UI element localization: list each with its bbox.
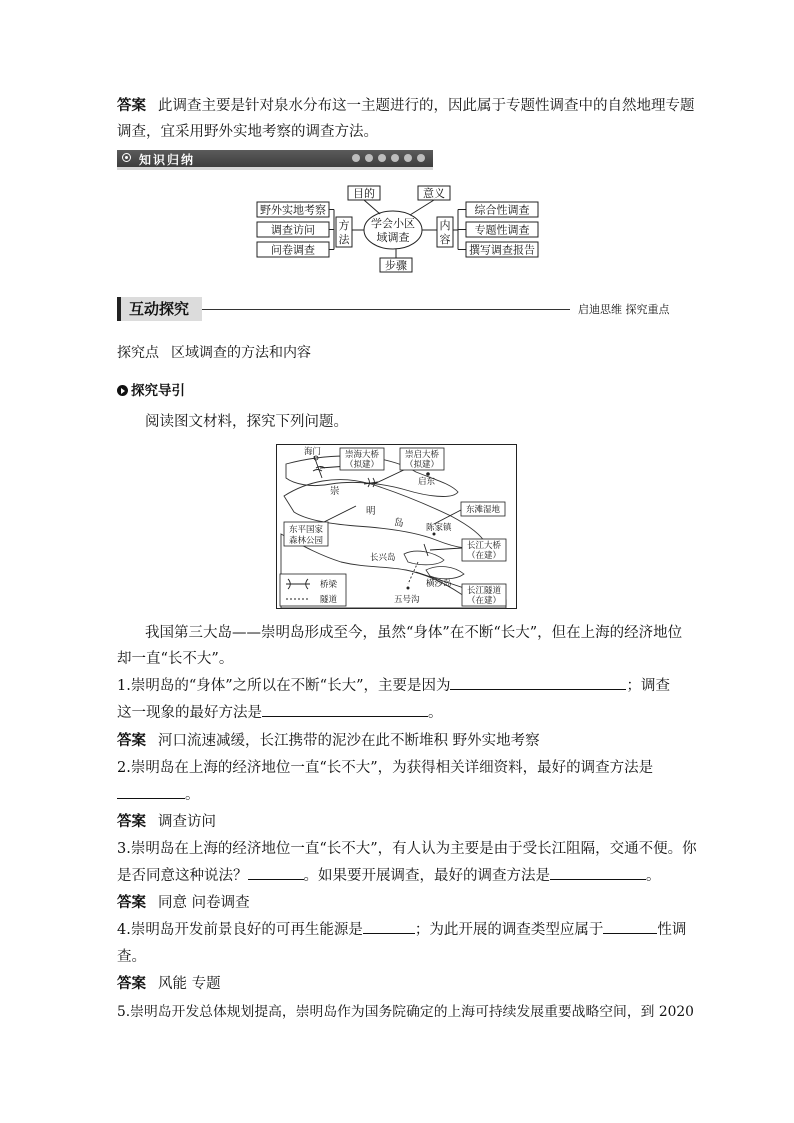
question-3-text-2: 是否同意这种说法？	[117, 868, 248, 884]
chongming-map	[276, 444, 517, 609]
answer-2-text: 调查访问	[158, 814, 216, 830]
question-2-line-2	[117, 784, 200, 806]
question-1-text: 1.崇明岛的“身体”之所以在不断“长大”，主要是因为	[117, 678, 451, 694]
map-label-hengsha: 横沙岛	[426, 579, 452, 589]
question-4-line-1	[117, 919, 686, 941]
question-2-line-1: 2.崇明岛在上海的经济地位一直“长不大”，为获得相关详细资料，最好的调查方法是	[117, 760, 654, 776]
guide-heading	[117, 380, 185, 402]
map-label-changxing: 长兴岛	[370, 553, 396, 563]
center-text-1: 学会小区	[371, 217, 415, 230]
map-label-island-1: 崇	[330, 486, 340, 497]
answer-label: 答案	[117, 733, 146, 749]
map-label-chonghai-status: （拟建）	[344, 460, 380, 470]
map-label-chenjiazhen: 陈家镇	[426, 523, 452, 533]
explore-point-title: 区域调查的方法和内容	[171, 345, 311, 361]
method-label-1: 方	[338, 219, 350, 232]
method-item: 问卷调查	[271, 243, 315, 257]
top-answer-line-1	[117, 95, 695, 117]
map-label-chongqi-bridge: 崇启大桥	[404, 450, 440, 460]
method-item: 调查访问	[271, 223, 315, 237]
steps-box: 步骤	[385, 259, 407, 272]
answer-blank[interactable]	[262, 702, 428, 717]
content-label-2: 容	[439, 233, 451, 246]
answer-4	[117, 973, 221, 995]
question-3-text-3: 。如果要开展调查，最好的调查方法是	[303, 868, 550, 884]
knowledge-summary-bar	[117, 150, 433, 167]
answer-blank[interactable]	[603, 919, 657, 934]
answer-blank[interactable]	[117, 784, 185, 799]
question-3-line-1: 3.崇明岛在上海的经济地位一直“长不大”，有人认为主要是由于受长江阻隔，交通不便。你	[117, 841, 697, 857]
question-1-text-3: 这一现象的最好方法是	[117, 705, 262, 721]
explore-point-label: 探究点	[117, 345, 159, 361]
question-4-text-2: ；为此开展的调查类型应属于	[414, 922, 604, 938]
para-line-1: 我国第三大岛——崇明岛形成至今，虽然“身体”在不断“长大”，但在上海的经济地位	[145, 625, 683, 641]
answer-1	[117, 730, 540, 752]
content-item: 专题性调查	[474, 223, 530, 237]
section-subtitle: 启迪思维 探究重点	[578, 303, 670, 316]
question-1-line-1	[117, 675, 670, 697]
answer-blank[interactable]	[550, 865, 646, 880]
answer-3-text: 同意 问卷调查	[158, 895, 250, 911]
method-label-2: 法	[338, 233, 350, 246]
answer-label: 答案	[117, 976, 146, 992]
para-line-2: 却一直“长不大”。	[117, 651, 234, 667]
question-5-line-1: 5.崇明岛开发总体规划提高，崇明岛作为国务院确定的上海可持续发展重要战略空间，到 2020	[117, 1004, 694, 1020]
explore-point	[117, 342, 311, 364]
map-label-forest-park: 东平国家	[288, 525, 324, 535]
content-label-1: 内	[439, 219, 451, 232]
answer-4-text: 风能 专题	[158, 976, 221, 992]
map-label-dongtan: 东滩湿地	[465, 505, 501, 515]
content-item: 综合性调查	[474, 203, 530, 217]
map-label-chongqi-status: （拟建）	[404, 460, 440, 470]
answer-label: 答案	[117, 814, 146, 830]
play-icon	[117, 385, 128, 396]
answer-blank[interactable]	[363, 919, 415, 934]
map-label-forest-park-2: 森林公园	[288, 536, 324, 546]
target-icon	[122, 153, 131, 162]
legend-tunnel: 隧道	[320, 595, 338, 605]
legend-bridge: 桥梁	[320, 580, 338, 590]
question-4-text: 4.崇明岛开发前景良好的可再生能源是	[117, 922, 363, 938]
map-label-qidong: 启东	[418, 477, 436, 487]
purpose-box: 目的	[353, 187, 375, 200]
map-label-island-2: 明	[366, 506, 376, 517]
answer-3	[117, 892, 250, 914]
section-rule	[202, 309, 570, 310]
answer-blank[interactable]	[450, 675, 626, 690]
method-item: 野外实地考察	[260, 203, 326, 217]
question-1-line-2	[117, 702, 443, 724]
answer-2	[117, 811, 216, 833]
knowledge-bar-title: 知识归纳	[139, 153, 196, 167]
map-label-haimen: 海门	[304, 447, 322, 457]
significance-box: 意义	[423, 187, 445, 200]
answer-blank[interactable]	[248, 865, 304, 880]
map-label-yangtze-bridge: 长江大桥	[466, 541, 502, 551]
answer-label: 答案	[117, 98, 146, 114]
question-2-text-2: 。	[185, 787, 200, 803]
section-title: 互动探究	[117, 297, 202, 321]
answer-1-text: 河口流速减缓，长江携带的泥沙在此不断堆积 野外实地考察	[158, 733, 540, 749]
decorative-dots	[352, 154, 425, 162]
intro-text: 阅读图文材料，探究下列问题。	[145, 414, 348, 430]
answer-label: 答案	[117, 895, 146, 911]
map-label-yangtze-bridge-status: （在建）	[466, 551, 502, 561]
question-3-line-2	[117, 865, 661, 887]
top-answer-text-1: 此调查主要是针对泉水分布这一主题进行的，因此属于专题性调查中的自然地理专题	[158, 98, 695, 114]
map-label-chonghai-bridge: 崇海大桥	[344, 450, 380, 460]
map-label-wuhaogou: 五号沟	[394, 595, 420, 605]
knowledge-bar-underline	[117, 167, 433, 170]
map-label-yangtze-tunnel: 长江隧道	[466, 586, 502, 596]
map-label-yangtze-tunnel-status: （在建）	[466, 596, 502, 606]
question-1-text-4: 。	[428, 705, 443, 721]
center-text-2: 域调查	[376, 231, 410, 244]
guide-title: 探究导引	[131, 383, 185, 399]
content-item: 撰写调查报告	[469, 243, 535, 257]
question-1-text-2: ；调查	[626, 678, 670, 694]
top-answer-line-2: 调查，宜采用野外实地考察的调查方法。	[117, 124, 378, 140]
question-3-text-4: 。	[646, 868, 661, 884]
concept-map	[250, 180, 550, 276]
map-label-island-3: 岛	[394, 518, 404, 529]
question-4-text-3: 性调	[657, 922, 687, 938]
question-4-line-2: 查。	[117, 949, 146, 965]
